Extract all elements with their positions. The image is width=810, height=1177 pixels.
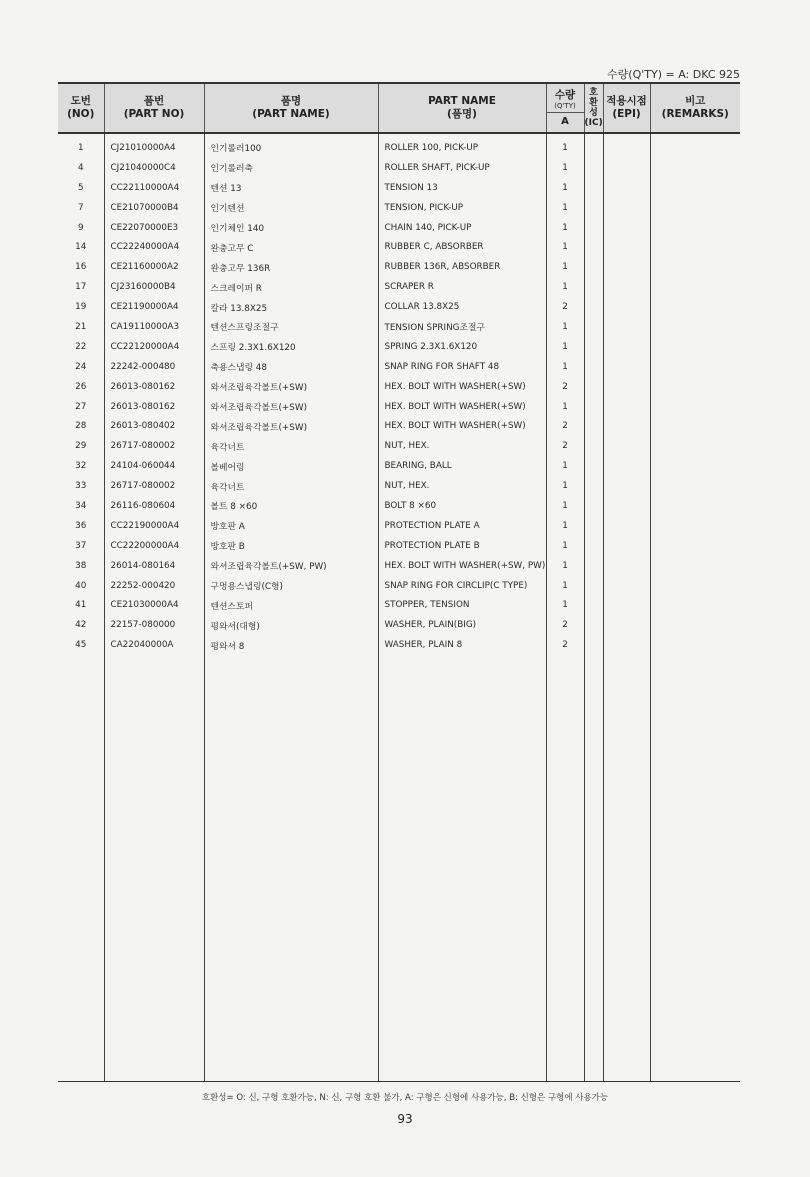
cell-part-no: CC22190000A4 bbox=[104, 516, 204, 536]
cell-epi bbox=[603, 516, 650, 536]
cell-epi bbox=[603, 237, 650, 257]
cell-part-name-kr: 와셔조립육각볼트(+SW, PW) bbox=[204, 556, 378, 576]
cell-part-name-kr: 볼트 8 ×60 bbox=[204, 496, 378, 516]
table-header-row bbox=[58, 83, 740, 133]
cell-part-name-kr: 칼라 13.8X25 bbox=[204, 297, 378, 317]
cell-part-name-en: TENSION 13 bbox=[378, 178, 546, 198]
cell-part-no: 26717-080002 bbox=[104, 436, 204, 456]
cell-part-no: CJ21010000A4 bbox=[104, 133, 204, 158]
cell-ic bbox=[584, 436, 603, 456]
cell-part-no: CJ21040000C4 bbox=[104, 158, 204, 178]
cell-ic bbox=[584, 516, 603, 536]
cell-no: 36 bbox=[75, 520, 87, 531]
cell-part-no: CA19110000A3 bbox=[104, 317, 204, 337]
cell-remarks bbox=[650, 277, 740, 297]
cell-epi bbox=[603, 436, 650, 456]
cell-no: 14 bbox=[75, 242, 87, 253]
cell-part-no: 22157-080000 bbox=[104, 615, 204, 635]
cell-part-name-en: BOLT 8 ×60 bbox=[378, 496, 546, 516]
cell-epi bbox=[603, 416, 650, 436]
cell-part-no: CJ23160000B4 bbox=[104, 277, 204, 297]
cell-part-no: CE21070000B4 bbox=[104, 198, 204, 218]
table-row bbox=[58, 397, 740, 417]
cell-part-no: CC22240000A4 bbox=[104, 237, 204, 257]
table-row bbox=[58, 496, 740, 516]
cell-part-name-en: SNAP RING FOR CIRCLIP(C TYPE) bbox=[378, 576, 546, 596]
table-row bbox=[58, 237, 740, 257]
cell-remarks bbox=[650, 237, 740, 257]
cell-epi bbox=[603, 377, 650, 397]
cell-ic bbox=[584, 198, 603, 218]
cell-part-name-en: NUT, HEX. bbox=[378, 476, 546, 496]
cell-ic bbox=[584, 317, 603, 337]
cell-qty: 1 bbox=[546, 178, 584, 198]
cell-qty: 2 bbox=[546, 436, 584, 456]
page-number: 93 bbox=[397, 1112, 413, 1126]
cell-qty: 1 bbox=[546, 397, 584, 417]
cell-no: 26 bbox=[75, 381, 87, 392]
cell-qty: 1 bbox=[546, 456, 584, 476]
cell-part-name-kr: 인기롤러축 bbox=[204, 158, 378, 178]
cell-remarks bbox=[650, 615, 740, 635]
cell-ic bbox=[584, 237, 603, 257]
cell-no: 5 bbox=[77, 182, 84, 193]
cell-part-no: 26013-080162 bbox=[104, 397, 204, 417]
cell-epi bbox=[603, 178, 650, 198]
cell-part-name-en: WASHER, PLAIN(BIG) bbox=[378, 615, 546, 635]
table-row bbox=[58, 257, 740, 277]
cell-ic bbox=[584, 576, 603, 596]
cell-part-name-kr: 구멍용스냅링(C형) bbox=[204, 576, 378, 596]
cell-qty: 1 bbox=[546, 133, 584, 158]
table-row bbox=[58, 556, 740, 576]
cell-part-name-en: ROLLER SHAFT, PICK-UP bbox=[378, 158, 546, 178]
cell-remarks bbox=[650, 397, 740, 417]
cell-part-name-en: HEX. BOLT WITH WASHER(+SW, PW) bbox=[378, 556, 546, 576]
cell-no: 32 bbox=[75, 461, 87, 472]
table-row bbox=[58, 516, 740, 536]
cell-epi bbox=[603, 297, 650, 317]
cell-no: 34 bbox=[75, 500, 87, 511]
header-ic: 호 환 성 (IC) bbox=[584, 83, 603, 133]
cell-part-no: CE21160000A2 bbox=[104, 257, 204, 277]
cell-part-name-kr: 방호판 B bbox=[204, 536, 378, 556]
header-qty-a: A bbox=[547, 112, 584, 128]
table-row bbox=[58, 436, 740, 456]
cell-remarks bbox=[650, 456, 740, 476]
cell-remarks bbox=[650, 357, 740, 377]
table-row bbox=[58, 277, 740, 297]
cell-part-no: 22242-000480 bbox=[104, 357, 204, 377]
cell-qty: 2 bbox=[546, 297, 584, 317]
header-remarks: 비고 (REMARKS) bbox=[650, 83, 740, 133]
table-row bbox=[58, 595, 740, 615]
cell-no: 7 bbox=[77, 202, 84, 213]
cell-qty: 1 bbox=[546, 337, 584, 357]
cell-part-name-en: CHAIN 140, PICK-UP bbox=[378, 218, 546, 238]
cell-part-name-kr: 인기텐션 bbox=[204, 198, 378, 218]
cell-part-name-kr: 인기체인 140 bbox=[204, 218, 378, 238]
cell-remarks bbox=[650, 556, 740, 576]
header-epi: 적용시점 (EPI) bbox=[603, 83, 650, 133]
cell-no: 24 bbox=[75, 361, 87, 372]
cell-ic bbox=[584, 615, 603, 635]
cell-qty: 2 bbox=[546, 615, 584, 635]
cell-no: 19 bbox=[75, 302, 87, 313]
cell-ic bbox=[584, 257, 603, 277]
cell-no: 22 bbox=[75, 341, 87, 352]
cell-part-no: 24104-060044 bbox=[104, 456, 204, 476]
header-qty-label: 수량 bbox=[554, 88, 576, 101]
cell-epi bbox=[603, 556, 650, 576]
table-row bbox=[58, 615, 740, 635]
cell-part-name-kr: 텐션 13 bbox=[204, 178, 378, 198]
cell-part-name-kr: 육각너트 bbox=[204, 476, 378, 496]
cell-qty: 2 bbox=[546, 416, 584, 436]
cell-part-name-en: HEX. BOLT WITH WASHER(+SW) bbox=[378, 377, 546, 397]
cell-part-name-en: PROTECTION PLATE A bbox=[378, 516, 546, 536]
cell-qty: 1 bbox=[546, 257, 584, 277]
cell-remarks bbox=[650, 576, 740, 596]
cell-ic bbox=[584, 556, 603, 576]
cell-epi bbox=[603, 218, 650, 238]
cell-no: 33 bbox=[75, 481, 87, 492]
cell-part-name-en: TENSION, PICK-UP bbox=[378, 198, 546, 218]
cell-epi bbox=[603, 133, 650, 158]
cell-part-no: CC22120000A4 bbox=[104, 337, 204, 357]
cell-qty: 1 bbox=[546, 536, 584, 556]
cell-ic bbox=[584, 456, 603, 476]
cell-ic bbox=[584, 357, 603, 377]
cell-part-name-kr: 완충고무 C bbox=[204, 237, 378, 257]
cell-ic bbox=[584, 595, 603, 615]
cell-qty: 1 bbox=[546, 476, 584, 496]
cell-ic bbox=[584, 416, 603, 436]
table-row bbox=[58, 416, 740, 436]
cell-epi bbox=[603, 635, 650, 655]
cell-qty: 1 bbox=[546, 576, 584, 596]
table-row bbox=[58, 536, 740, 556]
cell-part-name-en: SPRING 2.3X1.6X120 bbox=[378, 337, 546, 357]
cell-part-name-kr: 방호판 A bbox=[204, 516, 378, 536]
cell-epi bbox=[603, 198, 650, 218]
cell-part-no: 22252-000420 bbox=[104, 576, 204, 596]
cell-part-name-en: HEX. BOLT WITH WASHER(+SW) bbox=[378, 397, 546, 417]
cell-epi bbox=[603, 496, 650, 516]
cell-part-name-en: RUBBER C, ABSORBER bbox=[378, 237, 546, 257]
cell-ic bbox=[584, 133, 603, 158]
cell-ic bbox=[584, 496, 603, 516]
cell-no: 1 bbox=[77, 142, 84, 153]
table-row bbox=[58, 178, 740, 198]
cell-remarks bbox=[650, 516, 740, 536]
cell-ic bbox=[584, 158, 603, 178]
cell-part-no: 26116-080604 bbox=[104, 496, 204, 516]
cell-remarks bbox=[650, 496, 740, 516]
header-qty-sub: (Q'TY) bbox=[554, 101, 576, 110]
cell-epi bbox=[603, 317, 650, 337]
cell-no: 41 bbox=[75, 600, 87, 611]
cell-part-no: 26013-080402 bbox=[104, 416, 204, 436]
cell-remarks bbox=[650, 635, 740, 655]
cell-ic bbox=[584, 377, 603, 397]
parts-body bbox=[58, 133, 740, 1082]
cell-part-name-kr: 와셔조립육각볼트(+SW) bbox=[204, 416, 378, 436]
cell-part-name-en: STOPPER, TENSION bbox=[378, 595, 546, 615]
cell-part-name-kr: 볼베어링 bbox=[204, 456, 378, 476]
cell-ic bbox=[584, 297, 603, 317]
cell-epi bbox=[603, 576, 650, 596]
empty-cell bbox=[378, 655, 546, 1082]
table-filler-row bbox=[58, 655, 740, 1082]
cell-part-name-en: HEX. BOLT WITH WASHER(+SW) bbox=[378, 416, 546, 436]
cell-qty: 2 bbox=[546, 635, 584, 655]
cell-no: 21 bbox=[75, 321, 87, 332]
cell-part-name-kr: 텐션스토퍼 bbox=[204, 595, 378, 615]
cell-remarks bbox=[650, 133, 740, 158]
table-row bbox=[58, 377, 740, 397]
table-row bbox=[58, 576, 740, 596]
cell-qty: 1 bbox=[546, 158, 584, 178]
cell-part-name-en: ROLLER 100, PICK-UP bbox=[378, 133, 546, 158]
cell-part-name-en: SNAP RING FOR SHAFT 48 bbox=[378, 357, 546, 377]
empty-cell bbox=[104, 655, 204, 1082]
table-row bbox=[58, 218, 740, 238]
cell-remarks bbox=[650, 536, 740, 556]
cell-no: 16 bbox=[75, 262, 87, 273]
cell-remarks bbox=[650, 297, 740, 317]
cell-part-no: 26014-080164 bbox=[104, 556, 204, 576]
cell-part-name-kr: 축용스냅링 48 bbox=[204, 357, 378, 377]
cell-part-no: CA22040000A bbox=[104, 635, 204, 655]
cell-part-name-kr: 평와셔 8 bbox=[204, 635, 378, 655]
cell-part-name-en: NUT, HEX. bbox=[378, 436, 546, 456]
cell-no: 17 bbox=[75, 282, 87, 293]
cell-qty: 1 bbox=[546, 556, 584, 576]
cell-remarks bbox=[650, 257, 740, 277]
table-row bbox=[58, 198, 740, 218]
cell-no: 28 bbox=[75, 421, 87, 432]
cell-remarks bbox=[650, 436, 740, 456]
header-part-no: 품번 (PART NO) bbox=[104, 83, 204, 133]
table-row bbox=[58, 158, 740, 178]
cell-no: 4 bbox=[77, 162, 84, 173]
cell-part-name-kr: 텐션스프링조절구 bbox=[204, 317, 378, 337]
cell-part-name-kr: 인기롤러100 bbox=[204, 133, 378, 158]
cell-epi bbox=[603, 476, 650, 496]
cell-part-name-kr: 와셔조립육각볼트(+SW) bbox=[204, 397, 378, 417]
cell-remarks bbox=[650, 377, 740, 397]
cell-epi bbox=[603, 456, 650, 476]
empty-cell bbox=[584, 655, 603, 1082]
cell-qty: 2 bbox=[546, 377, 584, 397]
cell-part-no: CE22070000E3 bbox=[104, 218, 204, 238]
cell-part-name-en: BEARING, BALL bbox=[378, 456, 546, 476]
cell-remarks bbox=[650, 416, 740, 436]
parts-table bbox=[58, 82, 740, 1082]
cell-qty: 1 bbox=[546, 317, 584, 337]
header-part-name-en: PART NAME (품명) bbox=[378, 83, 546, 133]
cell-no: 45 bbox=[75, 640, 87, 651]
cell-part-name-kr: 스크레이퍼 R bbox=[204, 277, 378, 297]
table-row bbox=[58, 133, 740, 158]
header-qty bbox=[546, 83, 584, 133]
compatibility-note: 호환성= O: 신, 구형 호환가능, N: 신, 구형 호환 불가, A: 구형은 신형에 사용가능, B: 신형은 구형에 사용가능 bbox=[201, 1093, 609, 1103]
cell-remarks bbox=[650, 317, 740, 337]
cell-ic bbox=[584, 337, 603, 357]
cell-remarks bbox=[650, 158, 740, 178]
table-row bbox=[58, 317, 740, 337]
header-part-name-kr: 품명 (PART NAME) bbox=[204, 83, 378, 133]
empty-cell bbox=[603, 655, 650, 1082]
table-row bbox=[58, 456, 740, 476]
cell-part-no: 26717-080002 bbox=[104, 476, 204, 496]
cell-part-name-en: COLLAR 13.8X25 bbox=[378, 297, 546, 317]
table-row bbox=[58, 357, 740, 377]
cell-part-no: CE21190000A4 bbox=[104, 297, 204, 317]
cell-part-name-kr: 완충고무 136R bbox=[204, 257, 378, 277]
cell-part-name-en: SCRAPER R bbox=[378, 277, 546, 297]
cell-part-name-en: WASHER, PLAIN 8 bbox=[378, 635, 546, 655]
cell-part-no: CC22110000A4 bbox=[104, 178, 204, 198]
cell-part-name-en: RUBBER 136R, ABSORBER bbox=[378, 257, 546, 277]
header-no: 도번 (NO) bbox=[58, 83, 104, 133]
cell-ic bbox=[584, 476, 603, 496]
cell-ic bbox=[584, 635, 603, 655]
cell-part-name-kr: 평와셔(대형) bbox=[204, 615, 378, 635]
cell-epi bbox=[603, 158, 650, 178]
cell-epi bbox=[603, 277, 650, 297]
cell-ic bbox=[584, 397, 603, 417]
cell-no: 37 bbox=[75, 540, 87, 551]
cell-qty: 1 bbox=[546, 237, 584, 257]
cell-part-no: CE21030000A4 bbox=[104, 595, 204, 615]
cell-part-name-en: TENSION SPRING조절구 bbox=[378, 317, 546, 337]
cell-remarks bbox=[650, 337, 740, 357]
cell-qty: 1 bbox=[546, 516, 584, 536]
cell-no: 40 bbox=[75, 580, 87, 591]
cell-qty: 1 bbox=[546, 277, 584, 297]
cell-no: 38 bbox=[75, 560, 87, 571]
cell-remarks bbox=[650, 476, 740, 496]
cell-no: 9 bbox=[77, 222, 84, 233]
cell-epi bbox=[603, 357, 650, 377]
cell-qty: 1 bbox=[546, 218, 584, 238]
cell-remarks bbox=[650, 198, 740, 218]
cell-ic bbox=[584, 218, 603, 238]
cell-qty: 1 bbox=[546, 496, 584, 516]
cell-ic bbox=[584, 277, 603, 297]
cell-part-name-en: PROTECTION PLATE B bbox=[378, 536, 546, 556]
cell-qty: 1 bbox=[546, 595, 584, 615]
table-row bbox=[58, 476, 740, 496]
cell-qty: 1 bbox=[546, 357, 584, 377]
cell-qty: 1 bbox=[546, 198, 584, 218]
cell-no: 42 bbox=[75, 620, 87, 631]
empty-cell bbox=[546, 655, 584, 1082]
cell-no: 27 bbox=[75, 401, 87, 412]
cell-remarks bbox=[650, 218, 740, 238]
empty-cell bbox=[204, 655, 378, 1082]
cell-epi bbox=[603, 397, 650, 417]
cell-part-name-kr: 스프링 2.3X1.6X120 bbox=[204, 337, 378, 357]
cell-part-no: CC22200000A4 bbox=[104, 536, 204, 556]
table-row bbox=[58, 635, 740, 655]
cell-ic bbox=[584, 536, 603, 556]
cell-part-name-kr: 와셔조립육각볼트(+SW) bbox=[204, 377, 378, 397]
cell-epi bbox=[603, 595, 650, 615]
cell-remarks bbox=[650, 595, 740, 615]
empty-cell bbox=[650, 655, 740, 1082]
cell-no: 29 bbox=[75, 441, 87, 452]
cell-epi bbox=[603, 337, 650, 357]
cell-ic bbox=[584, 178, 603, 198]
cell-epi bbox=[603, 536, 650, 556]
table-row bbox=[58, 337, 740, 357]
cell-epi bbox=[603, 615, 650, 635]
cell-part-name-kr: 육각너트 bbox=[204, 436, 378, 456]
qty-note: 수량(Q'TY) = A: DKC 925 bbox=[607, 68, 740, 81]
empty-cell bbox=[58, 655, 104, 1082]
table-row bbox=[58, 297, 740, 317]
cell-epi bbox=[603, 257, 650, 277]
cell-remarks bbox=[650, 178, 740, 198]
cell-part-no: 26013-080162 bbox=[104, 377, 204, 397]
